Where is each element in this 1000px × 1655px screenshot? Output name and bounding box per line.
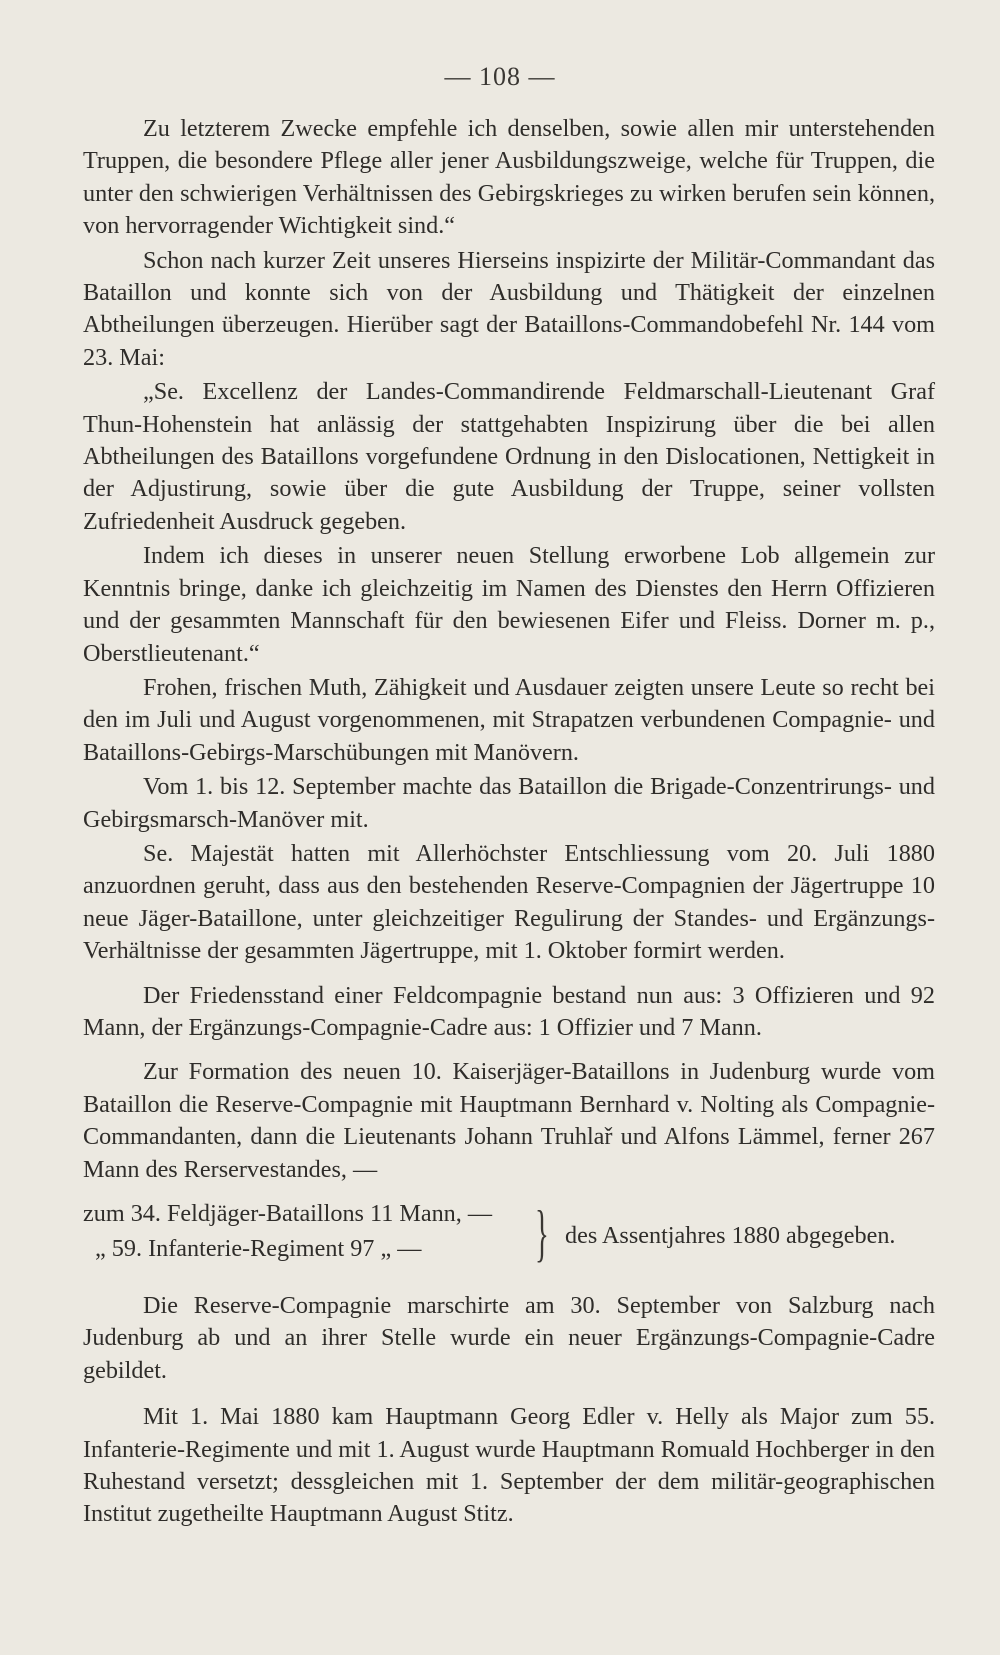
paragraph-11: Mit 1. Mai 1880 kam Hauptmann Georg Edler v. Helly als Major zum 55. Infanterie-Regimente und mit 1. August wurde Hauptmann Romuald Hochberger in den Ruhestand versetzt; dessgleichen mit 1. September der dem militär-geographischen Institut zugetheilte Hauptmann August Stitz. xyxy=(83,1403,935,1528)
paragraph-3-quote: „Se. Excellenz der Landes-Commandirende Feldmarschall-Lieutenant Graf Thun-Hohenstein hat anlässig der stattgehabten Inspizirung über die bei allen Abtheilungen des Bataillons vorgefundene Ordnung in den Dislocationen, Nettigkeit in der Adjustirung, sowie über die gute Ausbildung der Truppe, seiner vollsten Zufriedenheit Ausdruck gegeben. xyxy=(83,378,935,535)
right-brace-icon: } xyxy=(535,1197,549,1268)
paragraph-8: Der Friedensstand einer Feldcompagnie bestand nun aus: 3 Offizieren und 92 Mann, der Ergänzungs-Compagnie-Cadre aus: 1 Offizier und 7 Mann. xyxy=(83,981,935,1041)
brace-line-2: „ 59. Infanterie-Regiment 97 „ — xyxy=(95,1235,422,1262)
page-number: — 108 — xyxy=(444,62,556,91)
paragraph-1: Zu letzterem Zwecke empfehle ich denselben, sowie allen mir unterstehenden Truppen, die besondere Pflege aller jener Ausbildungszweige, welche für Truppen, die unter den schwierigen Verhältnissen des Gebirgskrieges zu wirken berufen sein können, von hervorragender Wichtigkeit sind.“ xyxy=(83,115,935,240)
paragraph-2: Schon nach kurzer Zeit unseres Hierseins inspizirte der Militär-Commandant das Bataillon und konnte sich von der Ausbildung und Thätigkeit der einzelnen Abtheilungen überzeugen. Hierüber sagt der Bataillons-Commandobefehl Nr. 144 vom 23. Mai: xyxy=(83,246,935,371)
paragraph-10: Die Reserve-Compagnie marschirte am 30. September von Salzburg nach Judenburg ab und an ihrer Stelle wurde ein neuer Ergänzungs-Compagnie-Cadre gebildet. xyxy=(83,1292,935,1384)
brace-list xyxy=(83,1198,935,1276)
body-text xyxy=(83,113,935,1531)
paragraph-5: Frohen, frischen Muth, Zähigkeit und Ausdauer zeigten unsere Leute so recht bei den im Juli und August vorgenommenen, mit Strapatzen verbundenen Compagnie- und Bataillons-Gebirgs-Marschübungen mit Manövern. xyxy=(83,673,935,766)
brace-summary: des Assentjahres 1880 abgegeben. xyxy=(565,1222,896,1249)
paragraph-7: Se. Majestät hatten mit Allerhöchster Entschliessung vom 20. Juli 1880 anzuordnen geruht, dass aus den bestehenden Reserve-Compagnien der Jägertruppe 10 neue Jäger-Bataillone, unter gleichzeitiger Regulirung der Standes- und Ergänzungs-Verhältnisse der gesammten Jägertruppe, mit 1. Oktober formirt werden. xyxy=(83,839,935,965)
paragraph-4-quote: Indem ich dieses in unserer neuen Stellung erworbene Lob allgemein zur Kenntnis bringe, danke ich gleichzeitig im Namen des Dienstes den Herrn Offizieren und der gesammten Mannschaft für den bewiesenen Eifer und Fleiss. Dorner m. p., Oberstlieutenant.“ xyxy=(83,542,935,667)
paragraph-6: Vom 1. bis 12. September machte das Bataillon die Brigade-Conzentrirungs- und Gebirgsmarsch-Manöver mit. xyxy=(83,773,935,833)
paragraph-9: Zur Formation des neuen 10. Kaiserjäger-Bataillons in Judenburg wurde vom Bataillon die Reserve-Compagnie mit Hauptmann Bernhard v. Nolting als Compagnie-Commandanten, dann die Lieutenants Johann Truhlař und Alfons Lämmel, ferner 267 Mann des Rerservestandes, — xyxy=(83,1058,935,1183)
brace-line-1: zum 34. Feldjäger-Bataillons 11 Mann, — xyxy=(83,1200,493,1227)
